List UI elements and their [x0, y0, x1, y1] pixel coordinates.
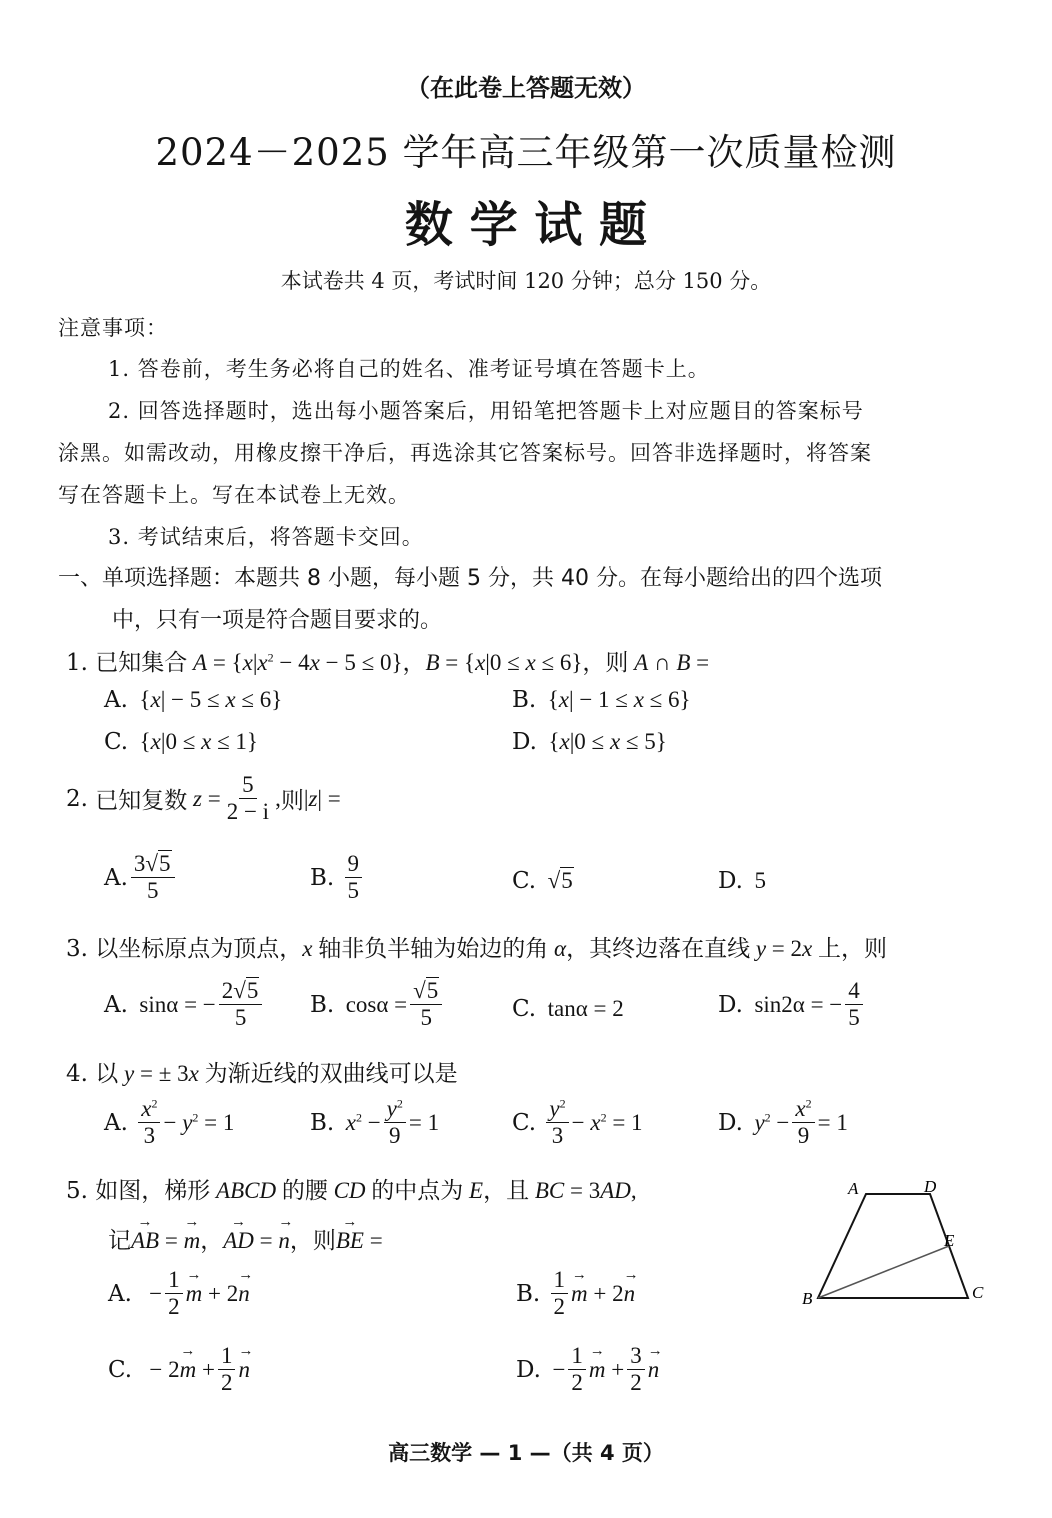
option-label: D.	[718, 1109, 743, 1136]
question-text: 为渐近线的双曲线可以是	[204, 1061, 458, 1087]
notes-heading: 注意事项：	[58, 316, 168, 340]
question-text: 记	[108, 1228, 131, 1254]
section-1-line-2: 中，只有一项是符合题目要求的。	[112, 608, 443, 633]
question-text: ，且	[483, 1178, 530, 1204]
question-text: 以	[95, 1061, 119, 1087]
option-label: B.	[516, 1280, 541, 1307]
option-label: D.	[718, 868, 743, 894]
question-4-stem: 4. 以 y = ± 3x 为渐近线的双曲线可以是	[66, 1061, 458, 1087]
option-label: C.	[104, 729, 129, 755]
trapezoid-figure	[790, 1170, 1000, 1320]
question-number: 2.	[66, 785, 88, 812]
question-5-option-a: A. − $\frac{1}{2}$ → m + 2→ n	[108, 1267, 250, 1321]
option-label: D.	[516, 1356, 541, 1383]
question-text: 已知集合	[95, 650, 188, 676]
vertex-label-b: B	[802, 1289, 813, 1308]
note-item-2-line-2: 涂黑。如需改动，用橡皮擦干净后，再选涂其它答案标号。回答非选择题时，将答案	[58, 441, 872, 465]
question-5-stem: 5. 如图，梯形 ABCD 的腰 CD 的中点为 E，且 BC = 3AD,	[66, 1178, 637, 1204]
question-4-option-d: D. $y^2$ − $\frac{x^2}{9}$ = 1	[718, 1096, 848, 1149]
question-3-stem: 3. 以坐标原点为顶点，x 轴非负半轴为始边的角 α，其终边落在直线 y = 2x 上，则	[66, 936, 887, 962]
vertex-label-d: D	[924, 1177, 937, 1196]
question-text: 轴非负半轴为始边的角	[318, 936, 549, 962]
question-2-option-d: D. 5	[718, 868, 766, 894]
question-text: 的腰	[281, 1178, 328, 1204]
question-text: ，其终边落在直线	[566, 936, 751, 962]
option-label: A.	[108, 1280, 132, 1307]
question-5-option-c: C. − 2→ m + $\frac{1}{2}$ → n	[108, 1343, 250, 1397]
question-3-option-a: A. sinα = − $\frac{2√5}{5}$	[104, 978, 265, 1032]
option-label: A.	[104, 864, 128, 891]
question-text: 以坐标原点为顶点，	[95, 936, 303, 962]
question-text: 则	[605, 650, 629, 676]
question-text: 则	[280, 788, 304, 815]
option-label: C.	[512, 868, 537, 894]
exam-title: 2024－2025 学年高三年级第一次质量检测	[155, 131, 897, 174]
question-1-option-b: B. {x| − 1 ≤ x ≤ 6}	[512, 687, 691, 713]
option-label: A.	[104, 687, 128, 713]
vertex-label-a: A	[848, 1179, 859, 1198]
option-label: D.	[718, 991, 743, 1018]
option-label: A.	[104, 1109, 128, 1136]
question-text: 的中点为	[371, 1178, 464, 1204]
note-item-3: 3. 考试结束后，将答题卡交回。	[108, 525, 424, 549]
question-3-option-c: C. tanα = 2	[512, 996, 624, 1022]
question-5-option-d: D. − $\frac{1}{2}$ → m + $\frac{3}{2}$ → n	[516, 1343, 659, 1397]
question-number: 3.	[66, 936, 88, 962]
question-4-option-a: A. $x^2$ 3 − $y^2 = 1$	[104, 1096, 235, 1149]
option-label: B.	[310, 864, 335, 891]
question-text: 上，则	[817, 936, 887, 962]
invalid-note: （在此卷上答题无效）	[406, 74, 646, 102]
page-footer: 高三数学 — 1 —（共 4 页）	[388, 1441, 664, 1465]
option-label: B.	[310, 1109, 335, 1136]
question-1-stem: 1. 已知集合 $A = \{x|x^2 - 4x - 5 \le 0\}$，B = {x|0 ≤ x ≤ 6}，则 A ∩ B =	[66, 650, 710, 676]
option-label: B.	[310, 991, 335, 1018]
question-2-stem: 2. 已知复数 z = $\frac{5}{2 - i}$ , 则 |z| =	[66, 772, 341, 825]
option-label: A.	[104, 991, 128, 1018]
question-2-option-a: A. 3√5 5	[104, 851, 178, 905]
note-item-2-line-3: 写在答题卡上。写在本试卷上无效。	[58, 483, 410, 507]
option-label: B.	[512, 687, 537, 713]
question-2-option-c: C. √5	[512, 868, 573, 894]
option-label: D.	[512, 729, 537, 755]
question-5-vector-definition: 记→ AB = → m，→ AD = → n，则→ BE =	[108, 1222, 383, 1255]
subject-title: 数 学 试 题	[404, 197, 648, 253]
question-text: 则	[312, 1228, 336, 1254]
section-1-line-1: 一、单项选择题：本题共 8 小题，每小题 5 分，共 40 分。在每小题给出的四个选项	[58, 566, 882, 591]
note-item-1: 1. 答卷前，考生务必将自己的姓名、准考证号填在答题卡上。	[108, 357, 710, 381]
question-5-option-b: B. 1 2 → m + 2→ n	[516, 1267, 635, 1321]
option-label: C.	[512, 1109, 537, 1136]
question-text: 已知复数	[95, 788, 188, 815]
question-text: 如图，梯形	[95, 1178, 211, 1204]
question-1-option-a: A. {x| − 5 ≤ x ≤ 6}	[104, 687, 283, 713]
vertex-label-e: E	[944, 1231, 955, 1250]
vertex-label-c: C	[972, 1283, 984, 1302]
question-4-option-c: C. $y^2$ 3 − $x^2 = 1$	[512, 1096, 643, 1149]
exam-info: 本试卷共 4 页，考试时间 120 分钟；总分 150 分。	[280, 269, 772, 293]
question-2-option-b: B. 9 5	[310, 851, 365, 905]
option-label: C.	[108, 1356, 133, 1383]
question-3-option-d: D. sin2α = − $\frac{4}{5}$	[718, 978, 866, 1032]
note-item-2-line-1: 2. 回答选择题时，选出每小题答案后，用铅笔把答题卡上对应题目的答案标号	[108, 399, 864, 423]
option-label: C.	[512, 996, 537, 1022]
question-number: 1.	[66, 650, 88, 676]
question-1-option-d: D. {x|0 ≤ x ≤ 5}	[512, 729, 667, 755]
question-number: 5.	[66, 1178, 88, 1204]
question-number: 4.	[66, 1061, 88, 1087]
question-3-option-b: B. cosα = $\frac{√5}{5}$	[310, 978, 445, 1032]
question-4-option-b: B. $x^2$ − $\frac{y^2}{9}$ = 1	[310, 1096, 440, 1149]
question-1-option-c: C. {x|0 ≤ x ≤ 1}	[104, 729, 258, 755]
